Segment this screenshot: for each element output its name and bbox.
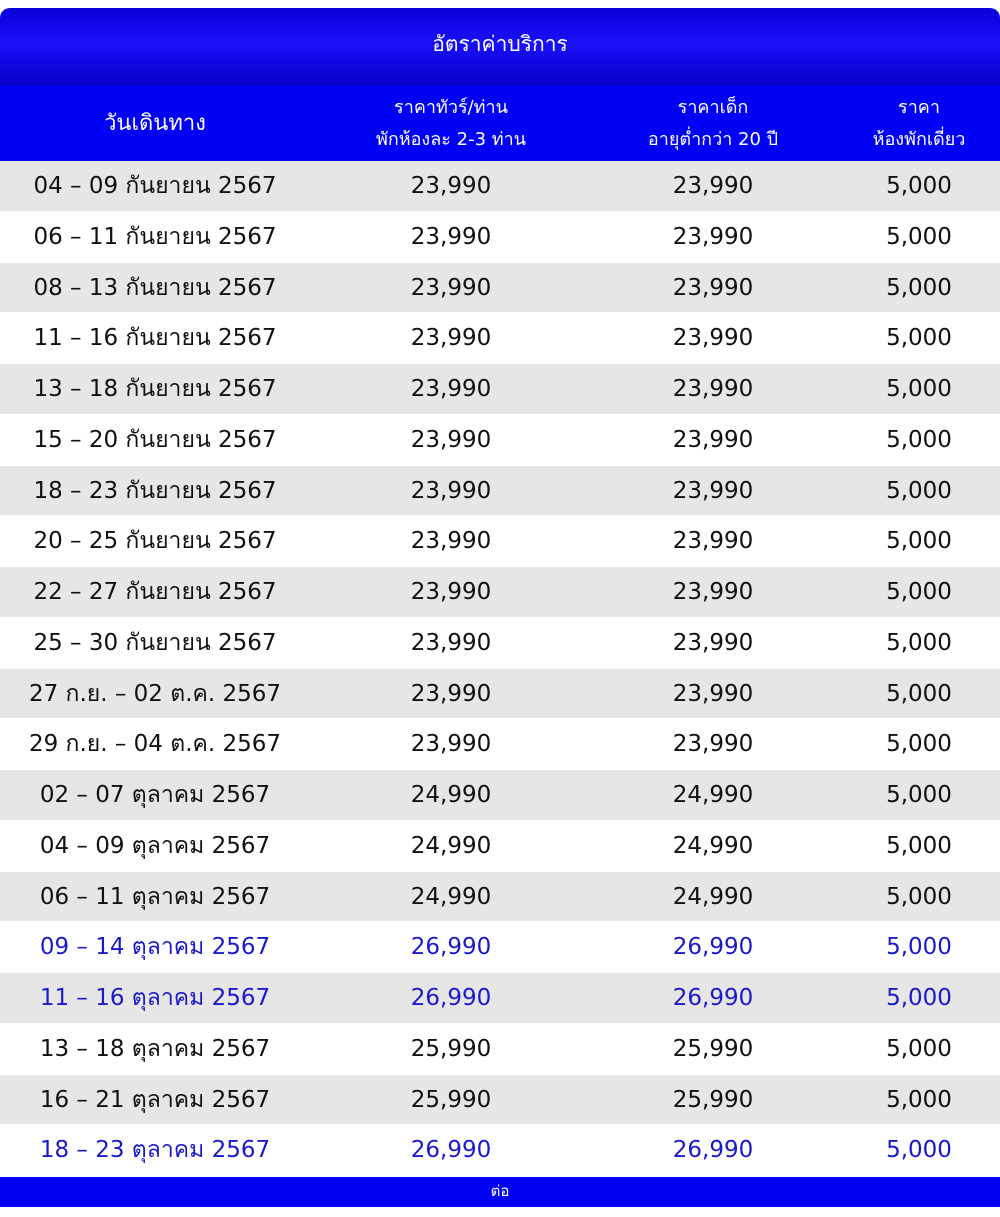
table-row xyxy=(0,466,1000,517)
single-room-price-cell: 5,000 xyxy=(886,883,952,910)
child-price-cell: 23,990 xyxy=(672,376,754,402)
tour-price-cell: 23,990 xyxy=(410,173,492,199)
table-row xyxy=(0,263,1000,314)
table-row xyxy=(0,1125,1000,1176)
single-room-price-cell: 5,000 xyxy=(886,782,952,808)
child-price-cell: 23,990 xyxy=(672,731,754,758)
single-room-price-cell: 5,000 xyxy=(886,1035,952,1062)
travel-date-cell: 15 – 20 กันยายน 2567 xyxy=(33,426,277,453)
travel-date-cell: 11 – 16 ตุลาคม 2567 xyxy=(39,985,271,1011)
tour-price-cell: 23,990 xyxy=(410,731,492,758)
tour-price-cell: 23,990 xyxy=(410,477,492,504)
child-price-cell: 26,990 xyxy=(672,934,754,961)
travel-date-cell: 09 – 14 ตุลาคม 2567 xyxy=(39,934,271,961)
single-room-price-cell: 5,000 xyxy=(886,528,952,555)
travel-date-cell: 18 – 23 กันยายน 2567 xyxy=(33,477,277,504)
single-room-price-cell: 5,000 xyxy=(886,934,952,961)
child-price-cell: 23,990 xyxy=(672,325,754,352)
tour-price-cell: 23,990 xyxy=(410,680,492,707)
header-single-room-line2: ห้องพักเดี่ยว xyxy=(872,128,966,150)
tour-price-cell: 23,990 xyxy=(410,426,492,453)
table-row xyxy=(0,516,1000,567)
travel-date-cell: 04 – 09 ตุลาคม 2567 xyxy=(39,832,271,859)
single-room-price-cell: 5,000 xyxy=(886,731,952,758)
child-price-cell: 23,990 xyxy=(672,579,754,605)
single-room-price-cell: 5,000 xyxy=(886,1137,952,1164)
single-room-price-cell: 5,000 xyxy=(886,680,952,707)
table-row xyxy=(0,922,1000,973)
tour-price-cell: 23,990 xyxy=(410,274,492,301)
tour-price-cell: 25,990 xyxy=(410,1086,492,1113)
tour-price-cell: 23,990 xyxy=(410,325,492,352)
child-price-cell: 24,990 xyxy=(672,782,754,808)
table-body xyxy=(0,161,1000,1176)
header-travel-date xyxy=(0,86,310,161)
tour-price-cell: 24,990 xyxy=(410,832,492,859)
table-row xyxy=(0,161,1000,212)
travel-date-cell: 13 – 18 กันยายน 2567 xyxy=(33,376,277,402)
travel-date-cell: 06 – 11 กันยายน 2567 xyxy=(33,223,277,250)
single-room-price-cell: 5,000 xyxy=(886,832,952,859)
child-price-cell: 25,990 xyxy=(672,1035,754,1062)
travel-date-cell: 02 – 07 ตุลาคม 2567 xyxy=(39,782,271,808)
tour-price-cell: 23,990 xyxy=(410,629,492,656)
continued-footer: ต่อ xyxy=(0,1177,1000,1207)
travel-date-cell: 08 – 13 กันยายน 2567 xyxy=(33,274,277,301)
tour-price-cell: 24,990 xyxy=(410,782,492,808)
travel-date-cell: 25 – 30 กันยายน 2567 xyxy=(33,629,277,656)
table-row xyxy=(0,719,1000,770)
travel-date-cell: 22 – 27 กันยายน 2567 xyxy=(33,579,277,605)
child-price-cell: 23,990 xyxy=(672,629,754,656)
table-row xyxy=(0,212,1000,263)
travel-date-cell: 20 – 25 กันยายน 2567 xyxy=(33,528,277,555)
table-header xyxy=(0,86,1000,161)
single-room-price-cell: 5,000 xyxy=(886,985,952,1011)
tour-price-cell: 23,990 xyxy=(410,528,492,555)
child-price-cell: 23,990 xyxy=(672,477,754,504)
travel-date-cell: 11 – 16 กันยายน 2567 xyxy=(33,325,277,352)
single-room-price-cell: 5,000 xyxy=(886,629,952,656)
travel-date-cell: 16 – 21 ตุลาคม 2567 xyxy=(39,1086,271,1113)
header-tour-price-line1: ราคาทัวร์/ท่าน xyxy=(394,96,508,118)
tour-price-cell: 23,990 xyxy=(410,223,492,250)
table-row xyxy=(0,364,1000,415)
table-row xyxy=(0,1075,1000,1126)
table-row xyxy=(0,618,1000,669)
header-single-room-price xyxy=(838,86,1000,161)
table-title: อัตราค่าบริการ xyxy=(0,8,1000,86)
header-single-room-line1: ราคา xyxy=(898,96,940,118)
table-row xyxy=(0,313,1000,364)
single-room-price-cell: 5,000 xyxy=(886,579,952,605)
child-price-cell: 23,990 xyxy=(672,528,754,555)
single-room-price-cell: 5,000 xyxy=(886,325,952,352)
tour-price-cell: 24,990 xyxy=(410,883,492,910)
header-tour-price xyxy=(340,86,562,161)
table-row xyxy=(0,770,1000,821)
table-row xyxy=(0,415,1000,466)
table-row xyxy=(0,669,1000,720)
travel-date-cell: 06 – 11 ตุลาคม 2567 xyxy=(39,883,271,910)
single-room-price-cell: 5,000 xyxy=(886,477,952,504)
child-price-cell: 26,990 xyxy=(672,1137,754,1164)
child-price-cell: 23,990 xyxy=(672,173,754,199)
single-room-price-cell: 5,000 xyxy=(886,274,952,301)
tour-price-cell: 23,990 xyxy=(410,376,492,402)
child-price-cell: 23,990 xyxy=(672,680,754,707)
table-row xyxy=(0,973,1000,1024)
travel-date-cell: 13 – 18 ตุลาคม 2567 xyxy=(39,1035,271,1062)
single-room-price-cell: 5,000 xyxy=(886,426,952,453)
tour-price-cell: 26,990 xyxy=(410,934,492,961)
tour-price-cell: 26,990 xyxy=(410,985,492,1011)
single-room-price-cell: 5,000 xyxy=(886,223,952,250)
table-row xyxy=(0,821,1000,872)
child-price-cell: 24,990 xyxy=(672,832,754,859)
single-room-price-cell: 5,000 xyxy=(886,376,952,402)
child-price-cell: 23,990 xyxy=(672,426,754,453)
table-row xyxy=(0,872,1000,923)
travel-date-cell: 04 – 09 กันยายน 2567 xyxy=(33,173,277,199)
tour-price-cell: 23,990 xyxy=(410,579,492,605)
travel-date-cell: 18 – 23 ตุลาคม 2567 xyxy=(39,1137,271,1164)
child-price-cell: 23,990 xyxy=(672,274,754,301)
table-row xyxy=(0,567,1000,618)
header-child-price-line1: ราคาเด็ก xyxy=(677,96,749,118)
travel-date-cell: 29 ก.ย. – 04 ต.ค. 2567 xyxy=(28,731,282,758)
header-tour-price-line2: พักห้องละ 2-3 ท่าน xyxy=(375,128,527,150)
table-row xyxy=(0,1024,1000,1075)
child-price-cell: 25,990 xyxy=(672,1086,754,1113)
child-price-cell: 24,990 xyxy=(672,883,754,910)
child-price-cell: 23,990 xyxy=(672,223,754,250)
travel-date-cell: 27 ก.ย. – 02 ต.ค. 2567 xyxy=(28,680,282,707)
header-travel-date-label: วันเดินทาง xyxy=(104,110,206,136)
child-price-cell: 26,990 xyxy=(672,985,754,1011)
single-room-price-cell: 5,000 xyxy=(886,1086,952,1113)
tour-price-cell: 25,990 xyxy=(410,1035,492,1062)
tour-price-cell: 26,990 xyxy=(410,1137,492,1164)
header-child-price-line2: อายุต่ำกว่า 20 ปี xyxy=(647,128,779,150)
header-child-price xyxy=(602,86,824,161)
single-room-price-cell: 5,000 xyxy=(886,173,952,199)
